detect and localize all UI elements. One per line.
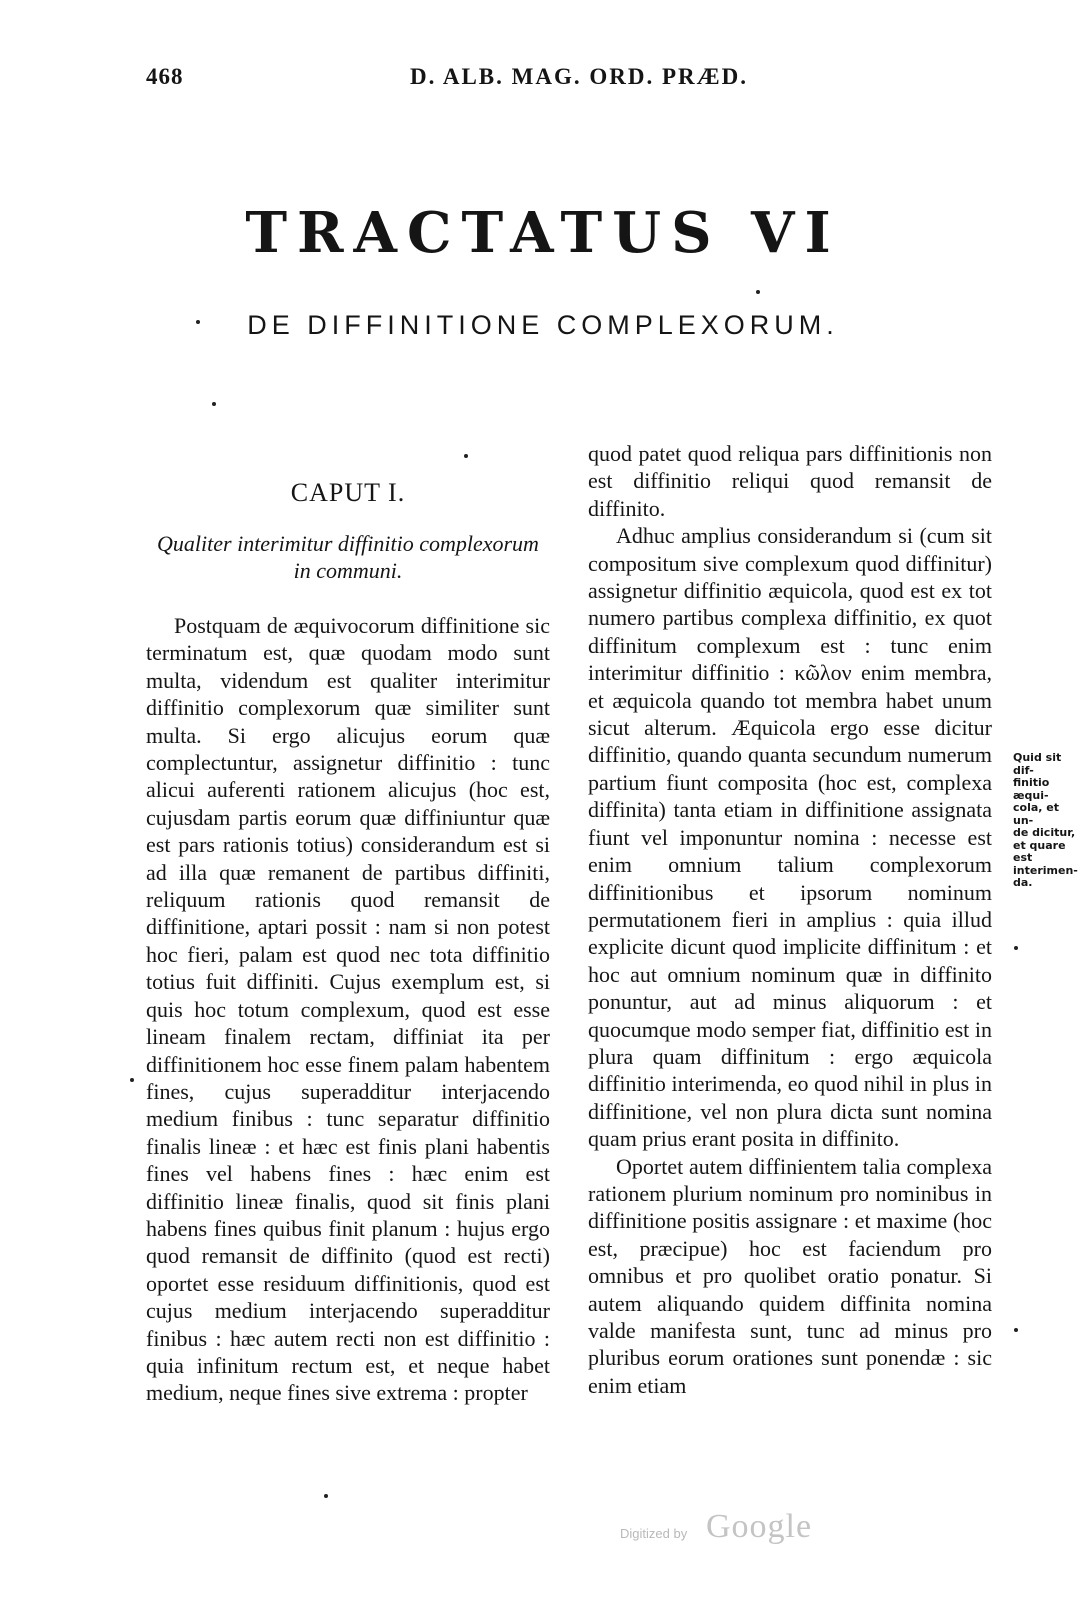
margin-note-line: et quare est <box>1013 838 1066 864</box>
tractatus-subtitle: DE DIFFINITIONE COMPLEXORUM. <box>247 310 839 340</box>
tractatus-title: TRACTATUS VI <box>245 200 841 266</box>
margin-note-line: da. <box>1013 876 1033 889</box>
paragraph: quod patet quod reliqua pars diffinitionis non est diffinitio reliqui quod remansit de diffinito. <box>588 441 992 521</box>
print-speck <box>212 402 216 406</box>
print-speck <box>1014 1328 1018 1332</box>
margin-note-line: cola, et un- <box>1013 801 1059 827</box>
page-number: 468 <box>146 64 184 89</box>
margin-note-line: de dicitur, <box>1013 826 1076 839</box>
left-column <box>146 612 550 1407</box>
right-column <box>588 440 992 1399</box>
print-speck <box>196 320 200 324</box>
chapter-summary: Qualiter interimitur diffinitio complexorum in communi. <box>157 531 539 583</box>
print-speck <box>756 290 760 294</box>
paragraph: Oportet autem diffinientem talia complexa rationem plurium nominum pro nominibus in diffinitione positis assignare : et maxime (hoc est, præcipue) hoc est faciendum pro omnibus et pro quolibet oratio ponatur. Si autem aliquando quidem diffinita nomina valde manifesta sunt, tunc ad minus pro pluribus eorum orationes sunt ponendæ : sic enim etiam <box>588 1153 992 1398</box>
page-header <box>0 64 1086 104</box>
margin-note <box>1013 752 1077 890</box>
chapter-heading: CAPUT I. <box>290 478 406 507</box>
digitized-label: Digitized by <box>620 1526 688 1541</box>
paragraph: Postquam de æquivocorum diffinitione sic terminatum est, quæ quodam modo sunt multa, videndum est qualiter interimitur diffinitio complexorum quæ similiter sunt multa. Si ergo alicujus eorum quæ complectuntur, assignetur diffinitio : tunc alicui auferenti rationem alicujus (hoc est, cujusdam partis eorum quæ diffiniuntur quæ est pars rationis totius) considerandum est si ad illa quæ remanent de partibus diffiniti, reliquum rationis quod remansit de diffinitione, aptari possit : nam si non potest hoc fieri, palam est quod nec tota diffinitio totius fuit diffiniti. Cujus exemplum est, si quis hoc totum complexum, quod est esse lineam finalem rectam, diffiniat ita per diffinitionem hoc esse finem palam habentem fines, cujus superadditur interjacendo medium finibus : tunc separatur diffinitio finalis lineæ : et hæc est finis plani habentis fines vel habens fines : hæc enim est diffinitio lineæ finalis, quod sit finis plani habens fines quibus finit planum : hujus ergo quod remansit de diffinito (quod est recti) oportet esse residuum diffinitionis, quod est cujus medium interjacendo superadditur finibus : hæc autem recti non est diffinitio : quia infinitum rectum est, et neque habet medium, neque fines sive extrema : propter <box>146 613 550 1406</box>
margin-note-line: Quid sit dif- <box>1013 751 1062 777</box>
print-speck <box>1014 946 1018 950</box>
running-head: D. ALB. MAG. ORD. PRÆD. <box>410 64 748 89</box>
print-speck <box>464 454 468 458</box>
google-logo: Google <box>706 1508 813 1545</box>
margin-note-line: interimen- <box>1013 863 1078 877</box>
paragraph: Adhuc amplius considerandum si (cum sit compositum sive complexum quod diffinitur) assignetur diffinitio æquicola, quod est ex tot numero partibus complexa diffinitio, ex quot diffinitum complexum est : tunc enim interimitur diffinitio : κῶλον enim membra, et æquicola quando tot membra habet unum sicut alterum. Æquicola ergo esse dicitur diffinitio, quando quanta secundum numerum partium fiunt composita (hoc est, complexa diffinita) tanta etiam in diffinitione assignata fiunt vel imponuntur nomina : necesse est enim omnium talium complexorum diffinitionibus et ipsorum nominum permutationem fieri in amplius : quia illud explicite dicunt quod implicite diffinitum : et hoc aut omnium nominum quæ in diffinito ponuntur, aut ad minus aliquorum : et quocumque modo semper fiat, diffinitio est in plura quam diffinitum : ergo æquicola diffinitio interimenda, eo quod nihil in plus in diffinitione, vel non plura dicta sunt nomina quam prius erant posita in diffinito. <box>588 523 992 1152</box>
print-speck <box>130 1078 134 1082</box>
print-speck <box>324 1494 328 1498</box>
margin-note-line: finitio æqui- <box>1013 776 1050 802</box>
